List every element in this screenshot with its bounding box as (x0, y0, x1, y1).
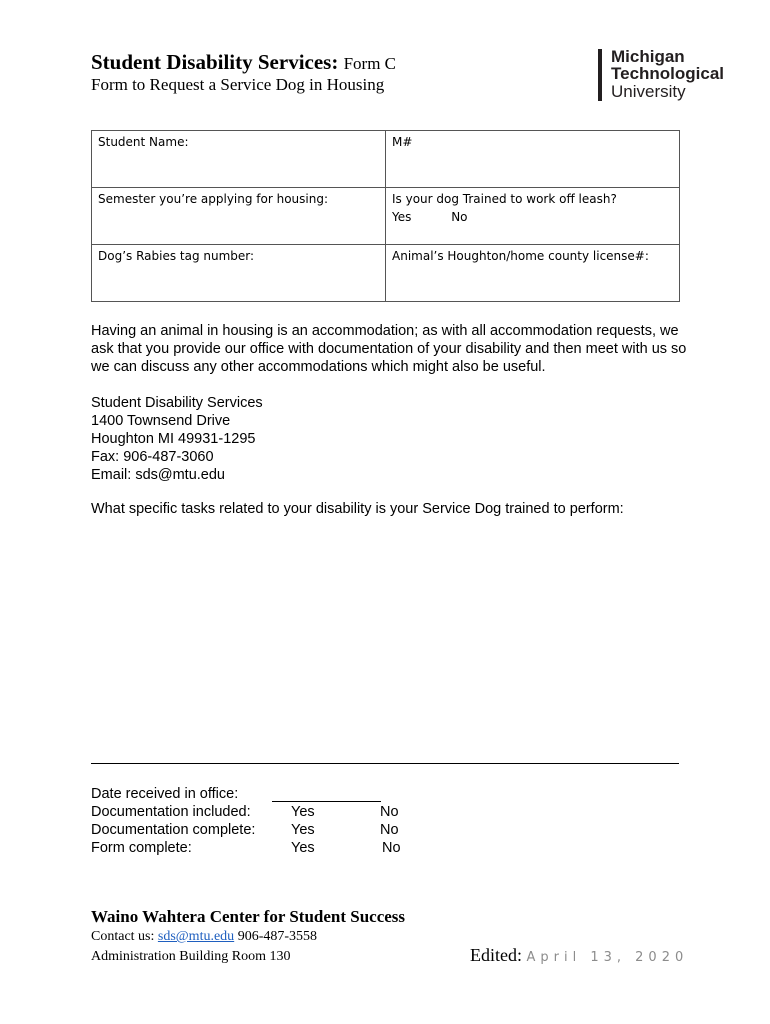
university-logo (598, 47, 738, 103)
rabies-tag-label: Dog’s Rabies tag number: (98, 249, 255, 263)
trained-off-leash-field[interactable] (386, 188, 680, 245)
license-field[interactable] (386, 245, 680, 302)
table-row (92, 245, 680, 302)
date-received-input-line[interactable] (272, 801, 381, 802)
student-info-table (91, 130, 680, 302)
contact-phone: 906-487-3558 (237, 929, 318, 944)
yes-option[interactable]: Yes (291, 840, 315, 856)
no-option[interactable]: No (382, 840, 401, 856)
m-number-field[interactable] (386, 131, 680, 188)
m-number-label: M# (392, 135, 413, 149)
address-email: Email: sds@mtu.edu (91, 467, 225, 483)
room-line: Administration Building Room 130 (91, 949, 291, 964)
no-option[interactable]: No (380, 822, 399, 838)
logo-line-1: Michigan (611, 47, 685, 66)
trained-yes-option[interactable]: Yes (392, 210, 412, 224)
rabies-tag-field[interactable] (92, 245, 386, 302)
office-address (91, 394, 691, 484)
trained-no-option[interactable]: No (451, 210, 468, 224)
contact-email-link[interactable]: sds@mtu.edu (157, 929, 235, 944)
no-option[interactable]: No (380, 804, 399, 820)
title-form-id: Form C (343, 54, 397, 73)
page-subtitle: Form to Request a Service Dog in Housing (91, 75, 385, 94)
semester-field[interactable] (92, 188, 386, 245)
logo-line-2: Technological (611, 64, 725, 83)
edited-stamp (470, 945, 688, 966)
row-label: Documentation included: (91, 804, 251, 820)
office-row-documentation-included (91, 804, 399, 820)
edited-label: Edited: (470, 945, 522, 965)
address-name: Student Disability Services (91, 395, 263, 411)
date-received-label: Date received in office: (91, 786, 239, 802)
office-row-documentation-complete (91, 822, 399, 838)
logo-line-3: University (611, 82, 686, 101)
edited-date: April 13, 2020 (526, 950, 689, 965)
yes-option[interactable]: Yes (291, 804, 315, 820)
contact-line (91, 929, 317, 945)
page-title (91, 50, 396, 75)
address-city: Houghton MI 49931-1295 (91, 431, 256, 447)
contact-prefix: Contact us: (91, 929, 155, 944)
student-name-label: Student Name: (98, 135, 189, 149)
student-name-field[interactable] (92, 131, 386, 188)
table-row (92, 131, 680, 188)
intro-paragraph: Having an animal in housing is an accommodation; as with all accommodation requests, we ask that you provide our office with documentation of your disability and then meet with us so we can discuss any other accommodations which might also be useful. (91, 323, 687, 375)
semester-label: Semester you’re applying for housing: (98, 192, 329, 206)
address-fax: Fax: 906-487-3060 (91, 449, 214, 465)
license-label: Animal’s Houghton/home county license#: (392, 249, 649, 263)
row-label: Documentation complete: (91, 822, 256, 838)
trained-question-label: Is your dog Trained to work off leash? (392, 192, 617, 206)
center-name: Waino Wahtera Center for Student Success (91, 907, 406, 926)
row-label: Form complete: (91, 840, 192, 856)
divider-line (91, 763, 679, 764)
office-row-form-complete (91, 840, 401, 856)
address-street: 1400 Townsend Drive (91, 413, 231, 429)
tasks-question: What specific tasks related to your disability is your Service Dog trained to perform: (91, 501, 624, 517)
title-office-name: Student Disability Services: (91, 50, 339, 74)
table-row (92, 188, 680, 245)
yes-option[interactable]: Yes (291, 822, 315, 838)
logo-bar (598, 49, 602, 101)
